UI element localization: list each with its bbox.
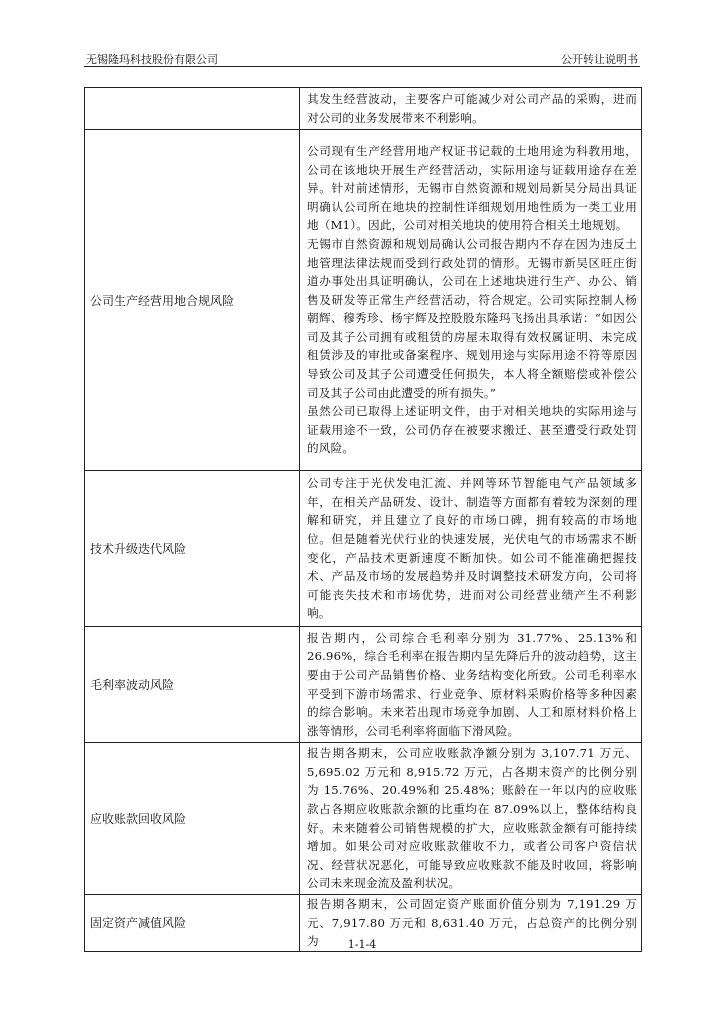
table-row [85, 627, 642, 743]
risk-description-paragraph: 无锡市自然资源和规划局确认公司报告期内不存在因为违反土地管理法律法规而受到行政处罚的情形。无锡市新吴区旺庄街道办事处出具证明确认，公司在上述地块进行生产、办公、销售及研发等正常生产经营活动，符合规定。公司实际控制人杨朝辉、穆秀珍、杨宇辉及控股股东隆玛飞扬出具承诺：“如因公司及其子公司拥有或租赁的房屋未取得有效权属证明、未完成租赁涉及的审批或备案程序、规划用途与实际用途不符等原因导致公司及其子公司遭受任何损失，本人将全额赔偿或补偿公司及其子公司由此遭受的所有损失。” [307, 236, 637, 400]
risk-description-cell [300, 743, 642, 895]
risk-factors-table [84, 87, 642, 952]
risk-name-cell: 应收账款回收风险 [85, 743, 300, 895]
risk-name-cell [85, 88, 300, 130]
page-header [84, 48, 640, 67]
risk-name-cell: 固定资产减值风险 [85, 895, 300, 952]
table-row [85, 471, 642, 627]
risk-description-paragraph: 虽然公司已取得上述证明文件，由于对相关地块的实际用途与证载用途不一致，公司仍存在被要求搬迁、甚至遭受行政处罚的风险。 [307, 404, 637, 456]
risk-description-paragraph: 报告期各期末，公司固定资产账面价值分别为 7,191.29 万元、7,917.80 万元和 8,631.40 万元，占总资产的比例分别为 [307, 897, 637, 949]
risk-name-cell: 技术升级迭代风险 [85, 471, 300, 627]
risk-description-cell [300, 130, 642, 471]
risk-name-cell: 公司生产经营用地合规风险 [85, 130, 300, 471]
risk-description-paragraph: 公司专注于光伏发电汇流、并网等环节智能电气产品领域多年，在相关产品研发、设计、制造等方面都有着较为深刻的理解和研究，并且建立了良好的市场口碑，拥有较高的市场地位。但是随着光伏行业的快速发展，光伏电气的市场需求不断变化，产品技术更新速度不断加快。如公司不能准确把握技术、产品及市场的发展趋势并及时调整技术研发方向，公司将可能丧失技术和市场优势，进而对公司经营业绩产生不利影响。 [307, 476, 637, 621]
risk-description-paragraph: 公司现有生产经营用地产权证书记载的土地用途为科教用地，公司在该地块开展生产经营活动，实际用途与证载用途存在差异。针对前述情形，无锡市自然资源和规划局新吴分局出具证明确认公司所在地块的控制性详细规划用地性质为一类工业用地（M1）。因此，公司对相关地块的使用符合相关土地规划。 [307, 143, 637, 233]
risk-description-paragraph: 报告期各期末，公司应收账款净额分别为 3,107.71 万元、5,695.02 万元和 8,915.72 万元，占各期末资产的比例分别为 15.76%、20.49%和 25.48%；账龄在一年以内的应收账款占各期应收账款余额的比重均在 87.09%以上，整体结构良好。未来随着公司销售规模的扩大，应收账款金额有可能持续增加。如果公司对应收账款催收不力，或者公司客户资信状况、经营状况恶化，可能导致应收账款不能及时收回，将影响公司未来现金流及盈利状况。 [307, 746, 637, 891]
risk-description-paragraph: 其发生经营波动，主要客户可能减少对公司产品的采购，进而对公司的业务发展带来不利影响。 [307, 91, 637, 125]
document-title: 公开转让说明书 [561, 53, 638, 66]
table-row [85, 743, 642, 895]
risk-description-paragraph: 报告期内，公司综合毛利率分别为 31.77%、25.13%和 26.96%，综合毛利率在报告期内呈先降后升的波动趋势，这主要由于公司产品销售价格、业务结构变化所致。公司毛利率水平受到下游市场需求、行业竞争、原材料采购价格等多种因素的综合影响。未来若出现市场竞争加剧、人工和原材料价格上涨等情形，公司毛利率将面临下滑风险。 [307, 630, 637, 738]
risk-description-cell [300, 88, 642, 130]
page-number: 1-1-4 [347, 938, 377, 951]
table-row [85, 130, 642, 471]
company-name: 无锡隆玛科技股份有限公司 [86, 53, 218, 66]
risk-description-cell [300, 471, 642, 627]
risk-description-cell [300, 627, 642, 743]
risk-name-cell: 毛利率波动风险 [85, 627, 300, 743]
table-row [85, 88, 642, 130]
